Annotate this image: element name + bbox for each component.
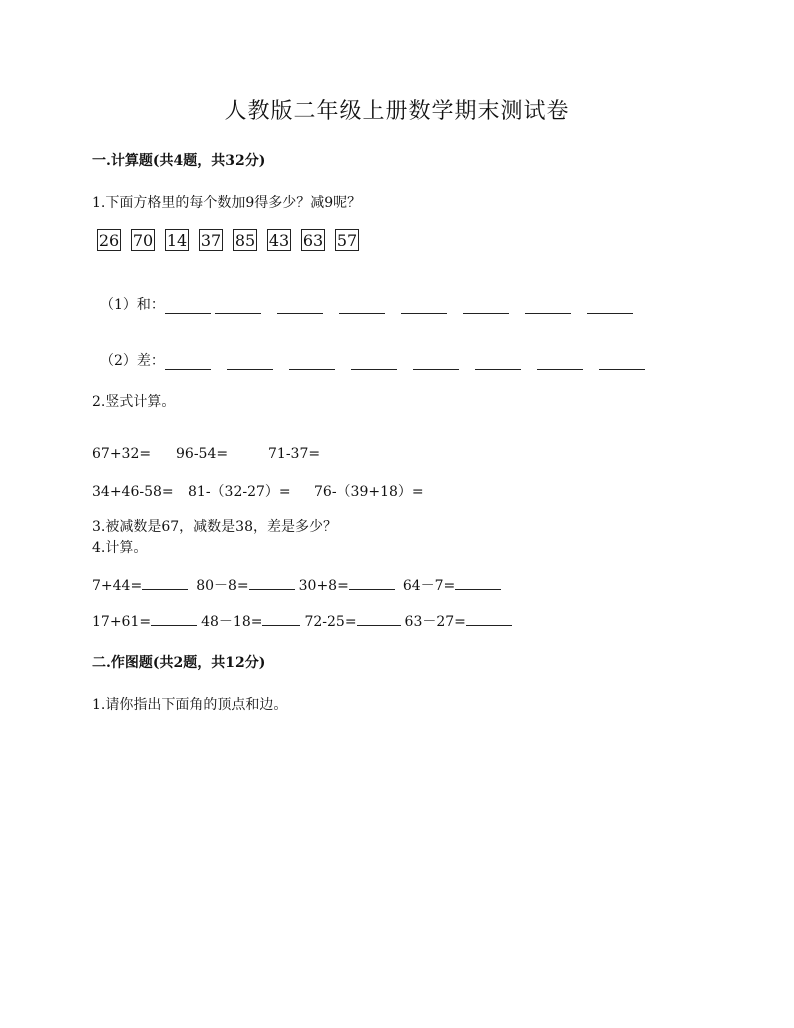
answer-blank[interactable] [151,611,197,626]
number-box: 63 [302,231,324,250]
answer-blank[interactable] [466,611,512,626]
number-box: 57 [336,231,358,250]
problem: 81-（32-27）= [188,484,291,500]
answer-blank[interactable] [455,575,501,590]
problem: 76-（39+18）= [314,484,424,500]
answer-blank[interactable] [413,355,459,370]
answer-blank[interactable] [339,299,385,314]
difference-answer-row [100,350,661,370]
page-title: 人教版二年级上册数学期末测试卷 [224,99,570,124]
answer-blank[interactable] [227,355,273,370]
answer-blank[interactable] [463,299,509,314]
answer-blank[interactable] [587,299,633,314]
sum-label: （1）和： [100,297,165,313]
answer-blank[interactable] [165,355,211,370]
calc-row-1 [92,575,501,595]
number-boxes [97,229,359,251]
problem: 7+44= [92,578,143,594]
calc-row-2 [92,611,512,631]
sum-answer-row [100,294,649,314]
section-2-question-1-text: 1.请你指出下面角的顶点和边。 [92,697,288,713]
question-1-text: 1.下面方格里的每个数加9得多少？减9呢？ [92,195,362,211]
answer-blank[interactable] [351,355,397,370]
number-box: 37 [200,231,222,250]
question-4-text: 4.计算。 [92,540,148,556]
answer-blank[interactable] [215,299,261,314]
answer-blank[interactable] [525,299,571,314]
number-box: 85 [234,231,256,250]
problem: 48－18= [201,614,263,630]
section-1-heading: 一.计算题(共4题，共32分) [92,153,266,169]
answer-blank[interactable] [262,611,300,626]
difference-label: （2）差： [100,353,165,369]
number-box: 26 [98,231,120,250]
problem: 17+61= [92,614,152,630]
vertical-calc-row-2 [92,481,424,501]
answer-blank[interactable] [357,611,401,626]
number-box: 14 [166,231,188,250]
problem: 34+46-58= [92,484,174,500]
number-box: 43 [268,231,290,250]
answer-blank[interactable] [599,355,645,370]
problem: 67+32= [92,446,152,462]
section-2-heading: 二.作图题(共2题，共12分) [92,655,266,671]
problem: 30+8= [298,578,349,594]
vertical-calc-row-1 [92,446,320,462]
problem: 96-54= [176,446,229,462]
answer-blank[interactable] [401,299,447,314]
problem: 72-25= [304,614,357,630]
problem: 80－8= [196,578,249,594]
problem: 64－7= [402,578,456,594]
answer-blank[interactable] [537,355,583,370]
answer-blank[interactable] [289,355,335,370]
answer-blank[interactable] [475,355,521,370]
answer-blank[interactable] [165,299,211,314]
question-2-text: 2.竖式计算。 [92,394,176,410]
answer-blank[interactable] [249,575,295,590]
answer-blank[interactable] [277,299,323,314]
answer-blank[interactable] [142,575,188,590]
question-3-text: 3.被减数是67，减数是38，差是多少？ [92,519,337,535]
problem: 71-37= [268,446,321,462]
problem: 63－27= [404,614,466,630]
number-box: 70 [132,231,154,250]
answer-blank[interactable] [349,575,395,590]
